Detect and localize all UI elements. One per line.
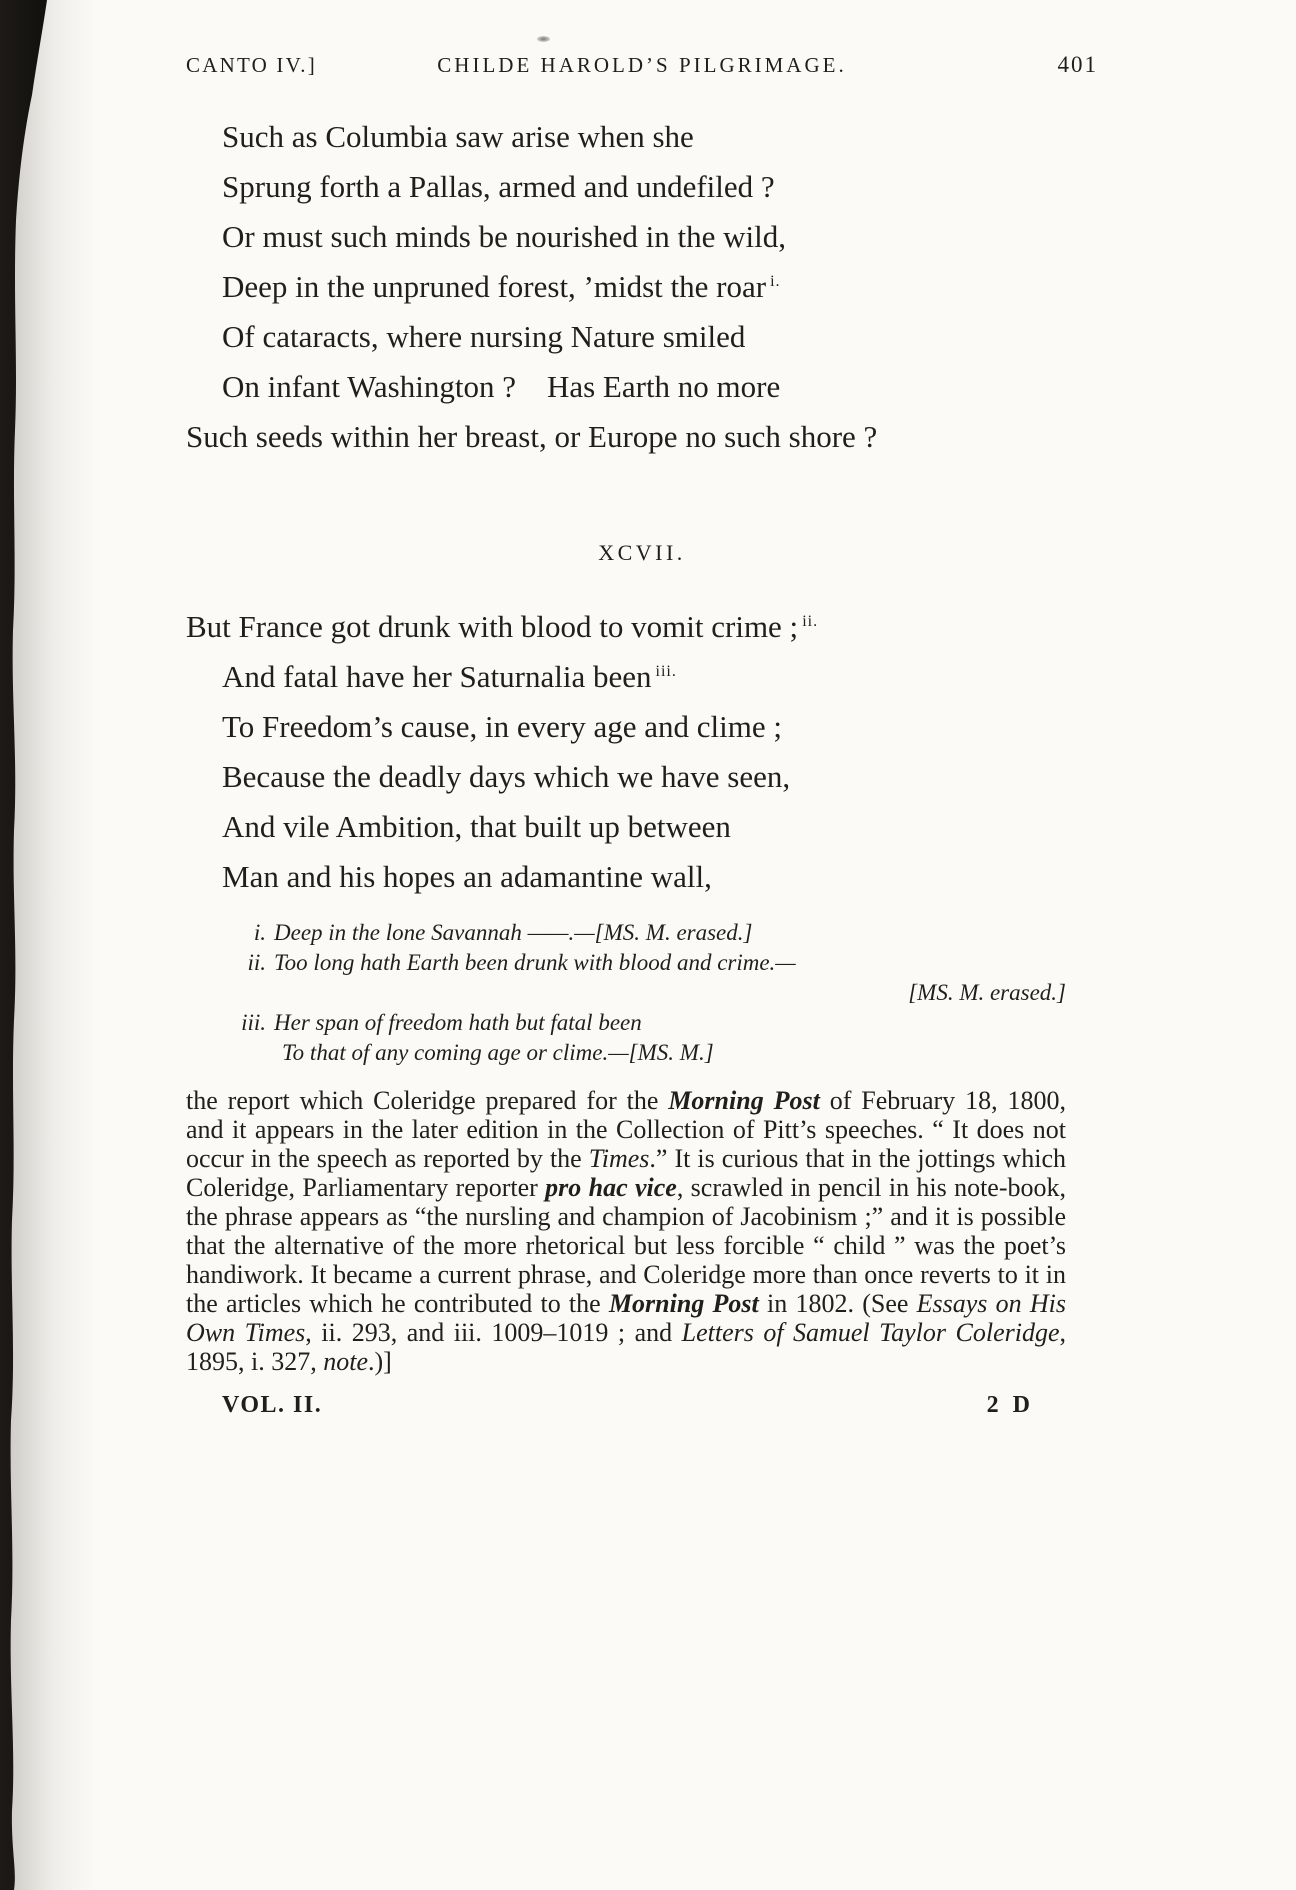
note-segment: Morning Post (608, 1289, 759, 1318)
poem-line-text: Of cataracts, where nursing Nature smiled (222, 319, 746, 354)
variant-footnotes (186, 918, 1066, 1068)
footnote-ref: iii. (655, 662, 677, 680)
note-segment: pro hac vice (545, 1173, 677, 1202)
footnote-line (224, 1038, 1066, 1068)
poem-line (186, 212, 1098, 262)
footnote-label: iii. (241, 1010, 266, 1035)
poem-line (186, 112, 1098, 162)
note-segment: Morning Post (668, 1086, 820, 1115)
poem-line-text: Because the deadly days which we have seen, (222, 759, 791, 794)
editorial-note-paragraph (186, 1086, 1066, 1376)
note-segment: the report which Coleridge prepared for the (186, 1086, 669, 1115)
footnote-text: Her span of freedom hath but fatal been (274, 1010, 642, 1035)
poem-line-text: But France got drunk with blood to vomit crime ; (186, 609, 799, 644)
note-segment: Letters of Samuel Taylor Coleridge (681, 1318, 1060, 1347)
page-title: CHILDE HAROLD’S PILGRIMAGE. (437, 53, 847, 77)
poem-line (186, 162, 1098, 212)
note-segment: in 1802. (See (758, 1289, 917, 1318)
footnote-line (224, 948, 1066, 978)
poem-line (186, 652, 1098, 702)
stanza-xcvi (186, 112, 1098, 462)
footnote-text: Deep in the lone Savannah ——.—[MS. M. erased.] (274, 920, 753, 945)
poem-line-text: On infant Washington ? Has Earth no more (222, 369, 781, 404)
note-segment: note (323, 1347, 368, 1376)
poem-line-text: To Freedom’s cause, in every age and clime ; (222, 709, 782, 744)
footnote-text: To that of any coming age or clime.—[MS. M.] (282, 1040, 714, 1065)
footnote-line (224, 1008, 1066, 1038)
footnote-line (224, 978, 1066, 1008)
poem-line-text: Deep in the unpruned forest, ’midst the roar (222, 269, 767, 304)
footnote-line (224, 918, 1066, 948)
poem-line (186, 752, 1098, 802)
footnote-label: ii. (247, 950, 266, 975)
page-content (186, 0, 1098, 1419)
printer-signature: 2 D (986, 1392, 1034, 1418)
note-segment: of February 18, 1800, and it appears in the later edition in the Collection of Pitt’s speeches. “ It does not occur in the speech as reported by the (186, 1086, 1066, 1173)
page-footer (186, 1392, 1098, 1419)
running-header (186, 52, 1098, 78)
note-segment: .” It is curious that in the jottings which Coleridge, Parliamentary reporter (186, 1144, 1066, 1202)
poem-line (186, 312, 1098, 362)
poem-line (186, 262, 1098, 312)
volume-label: VOL. II. (222, 1392, 323, 1418)
note-segment: Essays on His Own Times (186, 1289, 1066, 1347)
scan-binding-artifact (0, 0, 60, 1890)
note-segment: , ii. 293, and iii. 1009–1019 ; and (305, 1318, 682, 1347)
poem-line-alexandrine (186, 412, 1098, 462)
note-segment: .)] (368, 1347, 392, 1376)
footnote-text: Too long hath Earth been drunk with blood and crime.— (274, 950, 796, 975)
poem-line-text: And vile Ambition, that built up between (222, 809, 731, 844)
note-segment: , scrawled in pencil in his note-book, the phrase appears as “the nursling and champion of Jacobinism ;” and it is possible that the alternative of the more rhetorical but less forcible “ child ” was the poet’s handiwork. It became a current phrase, and Coleridge more than once reverts to it in the articles which he contributed to the (186, 1173, 1067, 1318)
stanza-xcvii (186, 602, 1098, 902)
poem-line (186, 802, 1098, 852)
note-segment: , 1895, i. 327, (186, 1318, 1067, 1376)
poem-line (186, 702, 1098, 752)
poem-line-text: Such as Columbia saw arise when she (222, 119, 694, 154)
poem-line-text: And fatal have her Saturnalia been (222, 659, 652, 694)
footnote-ref: i. (770, 272, 781, 290)
poem-line-text: Sprung forth a Pallas, armed and undefiled ? (222, 169, 775, 204)
page-number: 401 (1057, 52, 1098, 77)
poem-line-text: Or must such minds be nourished in the wild, (222, 219, 786, 254)
poem-line-text: Man and his hopes an adamantine wall, (222, 859, 712, 894)
footnote-ref: ii. (802, 612, 819, 630)
poem-line-text: Such seeds within her breast, or Europe no such shore ? (186, 419, 878, 454)
poem-line (186, 362, 1098, 412)
note-segment: Times (588, 1144, 650, 1173)
footnote-text: [MS. M. erased.] (908, 980, 1066, 1005)
poem-line (186, 602, 1098, 652)
footnote-label: i. (253, 920, 266, 945)
stanza-number-heading: XCVII. (598, 540, 686, 565)
canto-label: CANTO IV.] (186, 53, 317, 77)
poem-line (186, 852, 1098, 902)
